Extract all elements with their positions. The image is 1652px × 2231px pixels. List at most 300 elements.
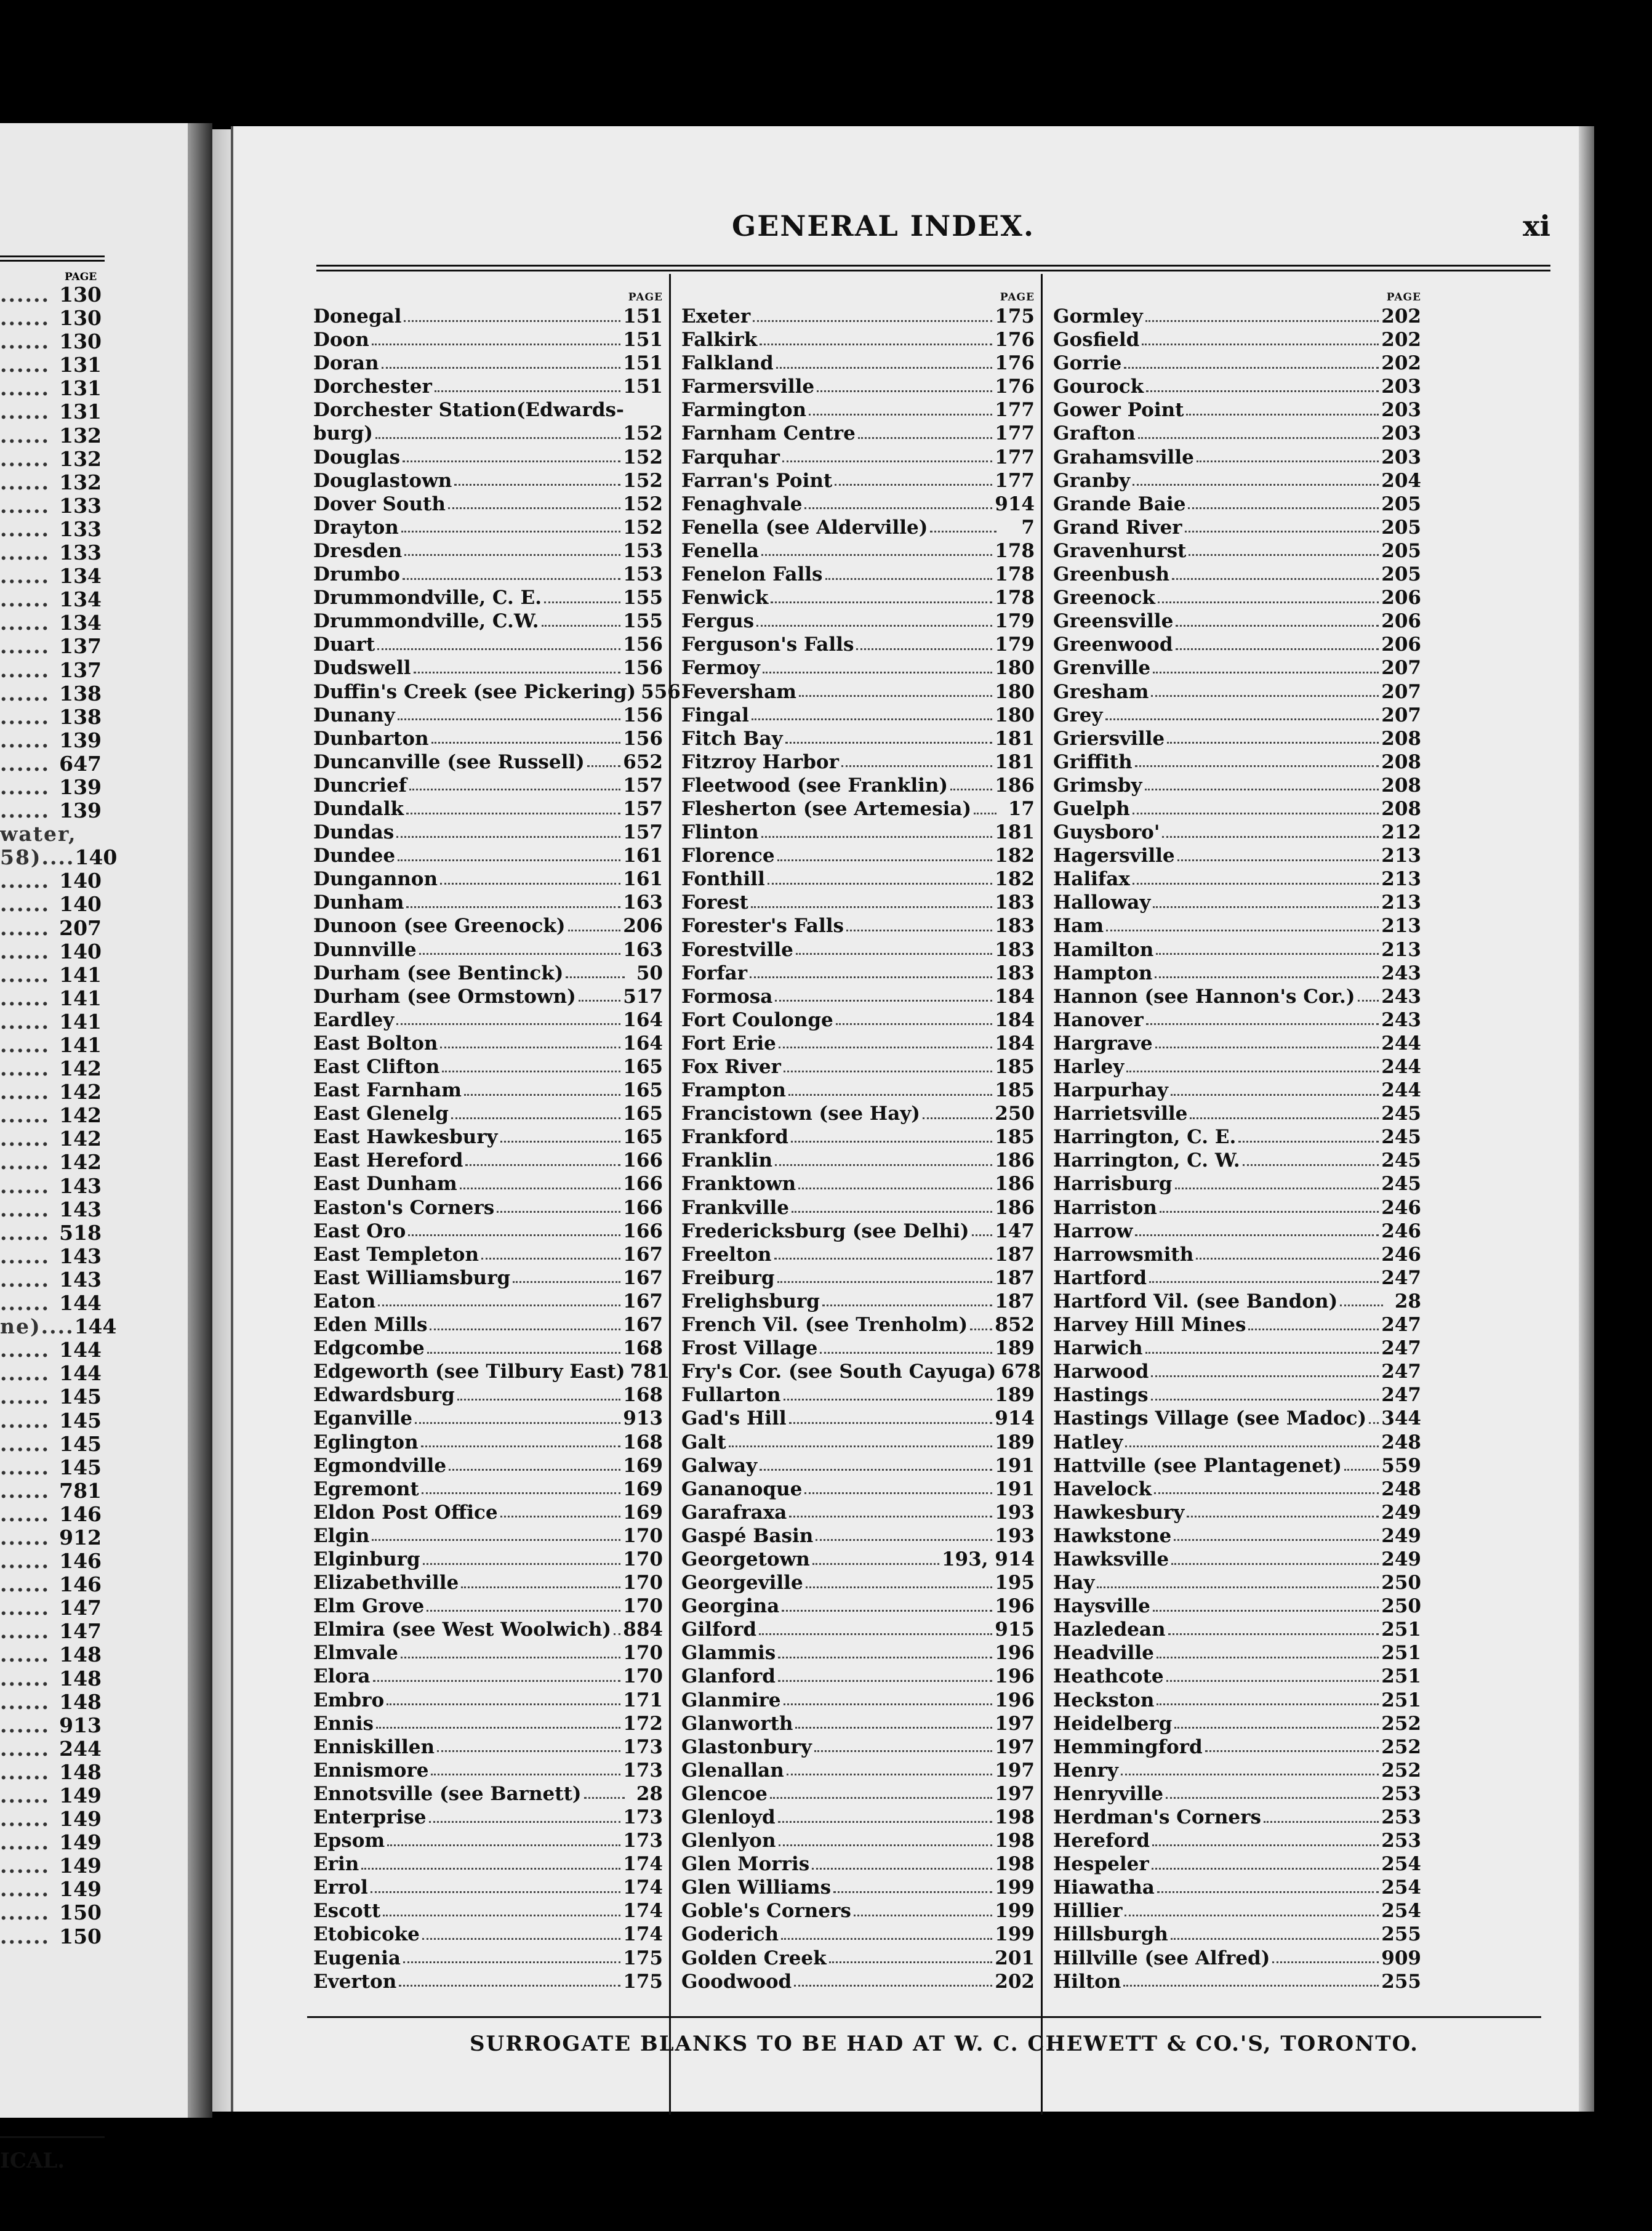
place-name: Glastonbury bbox=[681, 1735, 812, 1758]
page-ref: 163 bbox=[623, 891, 663, 914]
dot-leader bbox=[1344, 1469, 1379, 1471]
place-name: Escott bbox=[313, 1900, 381, 1923]
index-entry bbox=[1053, 1829, 1421, 1852]
place-name: Elgin bbox=[313, 1524, 370, 1547]
place-name: Hilton bbox=[1053, 1970, 1121, 1993]
index-entry bbox=[1053, 1524, 1421, 1548]
page-ref: 17 bbox=[1008, 797, 1035, 820]
page-ref: 166 bbox=[623, 1149, 663, 1172]
dot-leader: ...... bbox=[0, 1267, 50, 1292]
place-name: Freiburg bbox=[681, 1266, 775, 1289]
place-name: Hiawatha bbox=[1053, 1876, 1155, 1899]
dot-leader: ...... bbox=[0, 1173, 50, 1198]
place-name: Fonthill bbox=[681, 868, 765, 891]
index-entry bbox=[1053, 1313, 1421, 1337]
previous-page-entry bbox=[0, 799, 102, 822]
dot-leader: ...... bbox=[0, 1807, 50, 1831]
index-entry bbox=[1053, 1665, 1421, 1688]
page-ref: 207 bbox=[1381, 704, 1421, 726]
place-name: Forestville bbox=[681, 938, 793, 961]
index-entry bbox=[1053, 1266, 1421, 1290]
previous-page-number: 147 bbox=[59, 1619, 102, 1644]
page-ref: 559 bbox=[1381, 1454, 1421, 1477]
place-name: Fenwick bbox=[681, 587, 769, 609]
index-entry bbox=[1053, 1290, 1421, 1313]
dot-leader: ...... bbox=[0, 329, 50, 354]
page-ref: 255 bbox=[1381, 1923, 1421, 1946]
previous-page-footer-fragment: ICAL. bbox=[0, 2149, 65, 2173]
place-name: Harrington, C. E. bbox=[1053, 1126, 1237, 1149]
previous-page-number: 138 bbox=[59, 681, 102, 705]
dot-leader bbox=[1168, 1633, 1379, 1635]
place-name: Fenaghvale bbox=[681, 492, 803, 515]
index-entry bbox=[1053, 1876, 1421, 1899]
dot-leader bbox=[775, 1000, 992, 1002]
place-name: Duncrief bbox=[313, 774, 407, 797]
dot-leader bbox=[787, 1774, 993, 1775]
previous-page-number: 140 bbox=[59, 892, 102, 917]
page-ref: 244 bbox=[1381, 1032, 1421, 1055]
page-ref: 202 bbox=[995, 1970, 1035, 1993]
previous-page-number: 144 bbox=[59, 1338, 102, 1362]
index-entry bbox=[681, 1524, 1035, 1548]
page-ref: 253 bbox=[1381, 1782, 1421, 1805]
page-ref: 253 bbox=[1381, 1830, 1421, 1852]
page-ref: 151 bbox=[623, 352, 663, 375]
dot-leader bbox=[409, 789, 620, 790]
page-ref: 247 bbox=[1381, 1266, 1421, 1289]
place-name: Dresden bbox=[313, 539, 403, 562]
place-name: East Dunham bbox=[313, 1173, 457, 1196]
dot-leader bbox=[401, 531, 620, 533]
index-entry bbox=[1053, 1008, 1421, 1032]
dot-leader: ...... bbox=[0, 1361, 50, 1386]
index-column-2 bbox=[681, 291, 1041, 1993]
page-ref: 180 bbox=[995, 680, 1035, 703]
place-name: East Hereford bbox=[313, 1149, 463, 1172]
place-name: Heckston bbox=[1053, 1689, 1155, 1711]
dot-leader bbox=[398, 718, 621, 720]
dot-leader bbox=[1171, 1938, 1379, 1940]
dot-leader bbox=[778, 1657, 992, 1658]
page-ref: 193 bbox=[995, 1501, 1035, 1524]
index-entry bbox=[681, 1313, 1035, 1337]
previous-page-number: 132 bbox=[59, 423, 102, 448]
index-entry bbox=[681, 398, 1035, 422]
place-name: Glencoe bbox=[681, 1782, 768, 1805]
dot-leader bbox=[1190, 1117, 1379, 1119]
place-name: Hespeler bbox=[1053, 1853, 1149, 1876]
dot-leader: ...... bbox=[0, 1877, 50, 1902]
index-entry bbox=[1053, 539, 1421, 563]
index-entry bbox=[681, 1970, 1035, 1993]
index-entry bbox=[681, 797, 1035, 821]
index-entry bbox=[1053, 422, 1421, 445]
dot-leader bbox=[771, 601, 992, 603]
place-name: Harrietsville bbox=[1053, 1103, 1188, 1125]
page-ref: 170 bbox=[623, 1595, 663, 1618]
dot-leader bbox=[427, 1610, 620, 1612]
page-ref: 199 bbox=[995, 1923, 1035, 1946]
index-entry bbox=[313, 1032, 663, 1055]
previous-page-number: 150 bbox=[59, 1900, 102, 1925]
dot-leader bbox=[401, 1657, 620, 1658]
page-ref: 248 bbox=[1381, 1431, 1421, 1453]
page-ref: 245 bbox=[1381, 1173, 1421, 1196]
place-name: Elmira (see West Woolwich) bbox=[313, 1618, 612, 1641]
place-name: Eldon Post Office bbox=[313, 1501, 498, 1524]
previous-page-rule bbox=[0, 255, 105, 257]
dot-leader: ...... bbox=[0, 1244, 50, 1268]
index-entry bbox=[313, 563, 663, 586]
place-name: Fort Erie bbox=[681, 1032, 776, 1055]
page-ref: 189 bbox=[995, 1431, 1035, 1453]
index-entry bbox=[681, 1852, 1035, 1876]
place-name: Elizabethville bbox=[313, 1572, 459, 1594]
page-ref: 204 bbox=[1381, 469, 1421, 492]
previous-page-entry bbox=[0, 1080, 102, 1104]
index-entry bbox=[313, 446, 663, 469]
place-name: Fredericksburg (see Delhi) bbox=[681, 1220, 969, 1242]
place-name: Erin bbox=[313, 1853, 359, 1876]
place-name: Hartford bbox=[1053, 1266, 1147, 1289]
page-ref: 165 bbox=[623, 1103, 663, 1125]
previous-page-number: 144 bbox=[59, 1291, 102, 1316]
page-ref: 206 bbox=[1381, 610, 1421, 633]
place-name: Eugenia bbox=[313, 1947, 401, 1969]
page-column-header: PAGE bbox=[1000, 291, 1035, 303]
page-ref: 174 bbox=[623, 1923, 663, 1946]
index-entry bbox=[313, 656, 663, 680]
dot-leader bbox=[387, 1844, 620, 1846]
dot-leader: ...... bbox=[0, 1501, 50, 1526]
place-name: Hannon (see Hannon's Cor.) bbox=[1053, 985, 1355, 1008]
dot-leader: ...... bbox=[0, 1924, 50, 1948]
index-entry bbox=[681, 586, 1035, 609]
index-entry bbox=[1053, 1618, 1421, 1641]
place-name: Hartford Vil. (see Bandon) bbox=[1053, 1290, 1338, 1312]
dot-leader bbox=[465, 1164, 620, 1166]
previous-page-number: 912 bbox=[59, 1525, 102, 1550]
index-entry bbox=[1053, 398, 1421, 422]
previous-page-entry bbox=[0, 471, 102, 494]
page-ref: 173 bbox=[623, 1806, 663, 1828]
dot-leader bbox=[378, 1304, 620, 1306]
dot-leader: ...... bbox=[0, 1056, 50, 1081]
previous-page-entry bbox=[0, 963, 102, 987]
place-name: Guysboro' bbox=[1053, 821, 1160, 844]
index-entry bbox=[1053, 1220, 1421, 1243]
index-entry bbox=[681, 1477, 1035, 1501]
previous-page-number: 143 bbox=[59, 1173, 102, 1198]
previous-page-number: 142 bbox=[59, 1127, 102, 1151]
dot-leader bbox=[750, 976, 992, 978]
page-edge bbox=[1579, 126, 1594, 2112]
page-ref: 178 bbox=[995, 539, 1035, 562]
place-name: Flinton bbox=[681, 821, 759, 844]
page-ref: 157 bbox=[623, 774, 663, 797]
dot-leader bbox=[614, 1633, 620, 1635]
page-ref: 164 bbox=[623, 1008, 663, 1031]
place-name: Harpurhay bbox=[1053, 1079, 1168, 1102]
previous-page-number: 207 bbox=[59, 915, 102, 940]
dot-leader: ...... bbox=[0, 470, 50, 494]
dot-leader: ...... bbox=[0, 423, 50, 448]
index-entry bbox=[313, 1196, 663, 1220]
place-name: Glanmire bbox=[681, 1689, 781, 1711]
page-ref: 244 bbox=[1381, 1079, 1421, 1102]
page-ref: 203 bbox=[1381, 376, 1421, 398]
page-ref: 250 bbox=[1381, 1572, 1421, 1594]
place-name: Douglas bbox=[313, 446, 401, 468]
previous-page-entry bbox=[0, 1034, 102, 1057]
dot-leader bbox=[429, 1821, 621, 1823]
index-entry bbox=[1053, 680, 1421, 704]
previous-page-entry bbox=[0, 400, 102, 424]
index-entry bbox=[681, 563, 1035, 586]
index-entry bbox=[681, 1172, 1035, 1196]
index-entry bbox=[313, 1829, 663, 1852]
previous-page-number: 141 bbox=[59, 1033, 102, 1057]
page-ref: 202 bbox=[1381, 305, 1421, 328]
place-name: Glen Williams bbox=[681, 1876, 832, 1899]
index-entry bbox=[1053, 1501, 1421, 1524]
place-name: East Clifton bbox=[313, 1056, 440, 1078]
previous-page-number: 137 bbox=[59, 634, 102, 659]
dot-leader bbox=[1176, 625, 1379, 627]
previous-page-entry bbox=[0, 1433, 102, 1456]
page-ref: 251 bbox=[1381, 1665, 1421, 1688]
dot-leader bbox=[778, 1680, 992, 1682]
dot-leader bbox=[829, 1961, 993, 1963]
dot-leader bbox=[1153, 1610, 1379, 1612]
page-ref: 249 bbox=[1381, 1524, 1421, 1547]
index-entry bbox=[313, 516, 663, 539]
page-ref: 185 bbox=[995, 1079, 1035, 1102]
page-ref: 161 bbox=[623, 868, 663, 891]
previous-page-entry bbox=[0, 1385, 102, 1409]
dot-leader bbox=[1151, 1399, 1379, 1401]
index-entry bbox=[313, 1290, 663, 1313]
page-ref: 213 bbox=[1381, 938, 1421, 961]
place-name: Drumbo bbox=[313, 563, 400, 586]
index-entry bbox=[1053, 633, 1421, 656]
dot-leader bbox=[387, 1703, 620, 1705]
index-entry bbox=[313, 938, 663, 962]
index-entry bbox=[313, 844, 663, 867]
place-name: Drummondville, C.W. bbox=[313, 610, 539, 633]
place-name: Douglastown bbox=[313, 469, 452, 492]
dot-leader bbox=[1175, 1188, 1379, 1189]
dot-leader bbox=[1171, 1563, 1379, 1565]
dot-leader bbox=[763, 672, 992, 673]
dot-leader bbox=[798, 1188, 992, 1189]
dot-leader bbox=[804, 1492, 992, 1494]
previous-page-entry bbox=[0, 1526, 102, 1550]
place-name: East Bolton bbox=[313, 1032, 438, 1055]
index-entry bbox=[313, 1337, 663, 1360]
index-entry bbox=[313, 797, 663, 821]
place-name: Hawkstone bbox=[1053, 1524, 1172, 1547]
place-name: Ennis bbox=[313, 1712, 374, 1735]
place-name: Dundalk bbox=[313, 797, 404, 820]
index-entry bbox=[1053, 586, 1421, 609]
index-entry bbox=[313, 985, 663, 1008]
dot-leader bbox=[1243, 1164, 1379, 1166]
previous-page-entry bbox=[0, 424, 102, 448]
dot-leader: ...... bbox=[0, 1619, 50, 1644]
place-name: Formosa bbox=[681, 985, 773, 1008]
place-name: Grand River bbox=[1053, 516, 1182, 539]
dot-leader bbox=[776, 367, 993, 369]
previous-page-entry bbox=[0, 1409, 102, 1433]
previous-page-number: 142 bbox=[59, 1150, 102, 1175]
page-ref: 184 bbox=[995, 1032, 1035, 1055]
page-ref: 252 bbox=[1381, 1759, 1421, 1782]
page-ref: 176 bbox=[995, 352, 1035, 375]
index-entry bbox=[313, 1102, 663, 1125]
previous-page-entry bbox=[0, 845, 118, 870]
previous-page-entry bbox=[0, 1714, 102, 1737]
previous-page-entry bbox=[0, 822, 102, 846]
index-entry bbox=[313, 609, 663, 633]
dot-leader: ...... bbox=[0, 1385, 50, 1409]
dot-leader bbox=[784, 1399, 993, 1401]
previous-page-entry bbox=[0, 1362, 102, 1385]
dot-leader bbox=[361, 1868, 620, 1870]
place-name: Etobicoke bbox=[313, 1923, 420, 1946]
dot-leader: ...... bbox=[0, 1338, 50, 1362]
previous-page-number: 132 bbox=[59, 446, 102, 471]
page-ref: 185 bbox=[995, 1126, 1035, 1149]
previous-page-entry bbox=[0, 869, 102, 893]
dot-leader bbox=[775, 1164, 992, 1166]
dot-leader: ...... bbox=[0, 1572, 50, 1597]
place-name: Fry's Cor. (see South Cayuga) bbox=[681, 1361, 996, 1383]
index-entry bbox=[1053, 1689, 1421, 1712]
previous-page-bottom-rule bbox=[0, 2136, 105, 2138]
page-ref: 254 bbox=[1381, 1876, 1421, 1899]
previous-page-entry bbox=[0, 987, 102, 1010]
dot-leader bbox=[1153, 672, 1379, 673]
dot-leader bbox=[816, 1539, 992, 1541]
dot-leader bbox=[854, 1915, 992, 1916]
page-ref: 248 bbox=[1381, 1477, 1421, 1500]
index-entry bbox=[681, 1008, 1035, 1032]
dot-leader bbox=[836, 1023, 993, 1025]
page-ref: 161 bbox=[623, 845, 663, 867]
index-entry bbox=[1053, 1735, 1421, 1759]
previous-page-entry bbox=[0, 1925, 102, 1948]
dot-leader bbox=[856, 648, 992, 650]
index-entry bbox=[1053, 938, 1421, 962]
dot-leader bbox=[751, 906, 992, 908]
index-entry bbox=[681, 1220, 1035, 1243]
page-ref: 152 bbox=[623, 446, 663, 468]
place-name: Eganville bbox=[313, 1407, 412, 1430]
previous-page-number: 647 bbox=[59, 751, 102, 776]
index-column-3 bbox=[1053, 291, 1421, 1993]
index-entry bbox=[313, 1266, 663, 1290]
dot-leader bbox=[396, 1023, 620, 1025]
index-entry bbox=[1053, 1759, 1421, 1782]
index-entry bbox=[313, 1735, 663, 1759]
previous-page-entry bbox=[0, 1643, 102, 1666]
previous-page-number: 134 bbox=[59, 611, 102, 635]
dot-leader bbox=[1135, 1234, 1379, 1236]
page-ref: 182 bbox=[995, 845, 1035, 867]
previous-page-entry bbox=[0, 1667, 102, 1690]
place-name: Hamilton bbox=[1053, 938, 1154, 961]
previous-page-number: 140 bbox=[59, 869, 102, 893]
place-name: Greensville bbox=[1053, 610, 1174, 633]
dot-leader bbox=[779, 1844, 993, 1846]
previous-page-fragment-text: water, bbox=[0, 822, 77, 846]
page-ref: 186 bbox=[995, 1196, 1035, 1219]
dot-leader: ...... bbox=[0, 1009, 50, 1034]
page-ref: 212 bbox=[1381, 821, 1421, 844]
dot-leader bbox=[950, 789, 992, 790]
page-ref: 174 bbox=[623, 1876, 663, 1899]
page-ref: 168 bbox=[623, 1431, 663, 1453]
place-name: Hastings Village (see Madoc) bbox=[1053, 1407, 1367, 1430]
page-ref: 852 bbox=[995, 1314, 1035, 1337]
dot-leader bbox=[1125, 1915, 1379, 1916]
dot-leader bbox=[923, 1117, 992, 1119]
index-entry bbox=[681, 1759, 1035, 1782]
index-entry bbox=[681, 1290, 1035, 1313]
index-entry bbox=[681, 1876, 1035, 1899]
index-entry bbox=[313, 704, 663, 727]
place-name: Harrington, C. W. bbox=[1053, 1149, 1240, 1172]
page-ref: 168 bbox=[623, 1384, 663, 1407]
place-name: Grimsby bbox=[1053, 774, 1142, 797]
dot-leader bbox=[1149, 1281, 1379, 1283]
page-ref: 254 bbox=[1381, 1900, 1421, 1923]
place-name: Edgeworth (see Tilbury East) bbox=[313, 1361, 625, 1383]
place-name: Frost Village bbox=[681, 1337, 818, 1360]
place-name: Duncanville (see Russell) bbox=[313, 750, 585, 773]
previous-page-entry bbox=[0, 1245, 102, 1268]
index-entry bbox=[681, 704, 1035, 727]
place-name: Grahamsville bbox=[1053, 446, 1194, 468]
page-ref: 165 bbox=[623, 1079, 663, 1102]
page-ref: 175 bbox=[623, 1947, 663, 1969]
place-name: Hazledean bbox=[1053, 1618, 1166, 1641]
page-ref: 246 bbox=[1381, 1196, 1421, 1219]
page-ref: 202 bbox=[1381, 329, 1421, 352]
dot-leader: ...... bbox=[0, 353, 50, 377]
column-divider bbox=[1041, 274, 1043, 2115]
index-entry bbox=[313, 1383, 663, 1407]
place-name: Freelton bbox=[681, 1243, 772, 1266]
place-name: Harvey Hill Mines bbox=[1053, 1314, 1246, 1337]
header-rule bbox=[316, 270, 1550, 271]
index-entry bbox=[313, 1665, 663, 1688]
page-ref: 165 bbox=[623, 1056, 663, 1078]
previous-page-number: 130 bbox=[59, 283, 102, 307]
page-ref: 169 bbox=[623, 1501, 663, 1524]
dot-leader bbox=[1166, 1680, 1379, 1682]
page-ref: 196 bbox=[995, 1595, 1035, 1618]
page-ref: 246 bbox=[1381, 1243, 1421, 1266]
dot-leader: ...... bbox=[0, 1291, 50, 1316]
dot-leader bbox=[1146, 390, 1379, 392]
page-ref: 517 bbox=[623, 985, 663, 1008]
dot-leader bbox=[1145, 320, 1379, 322]
dot-leader bbox=[403, 460, 620, 462]
place-name: Egmondville bbox=[313, 1454, 447, 1477]
